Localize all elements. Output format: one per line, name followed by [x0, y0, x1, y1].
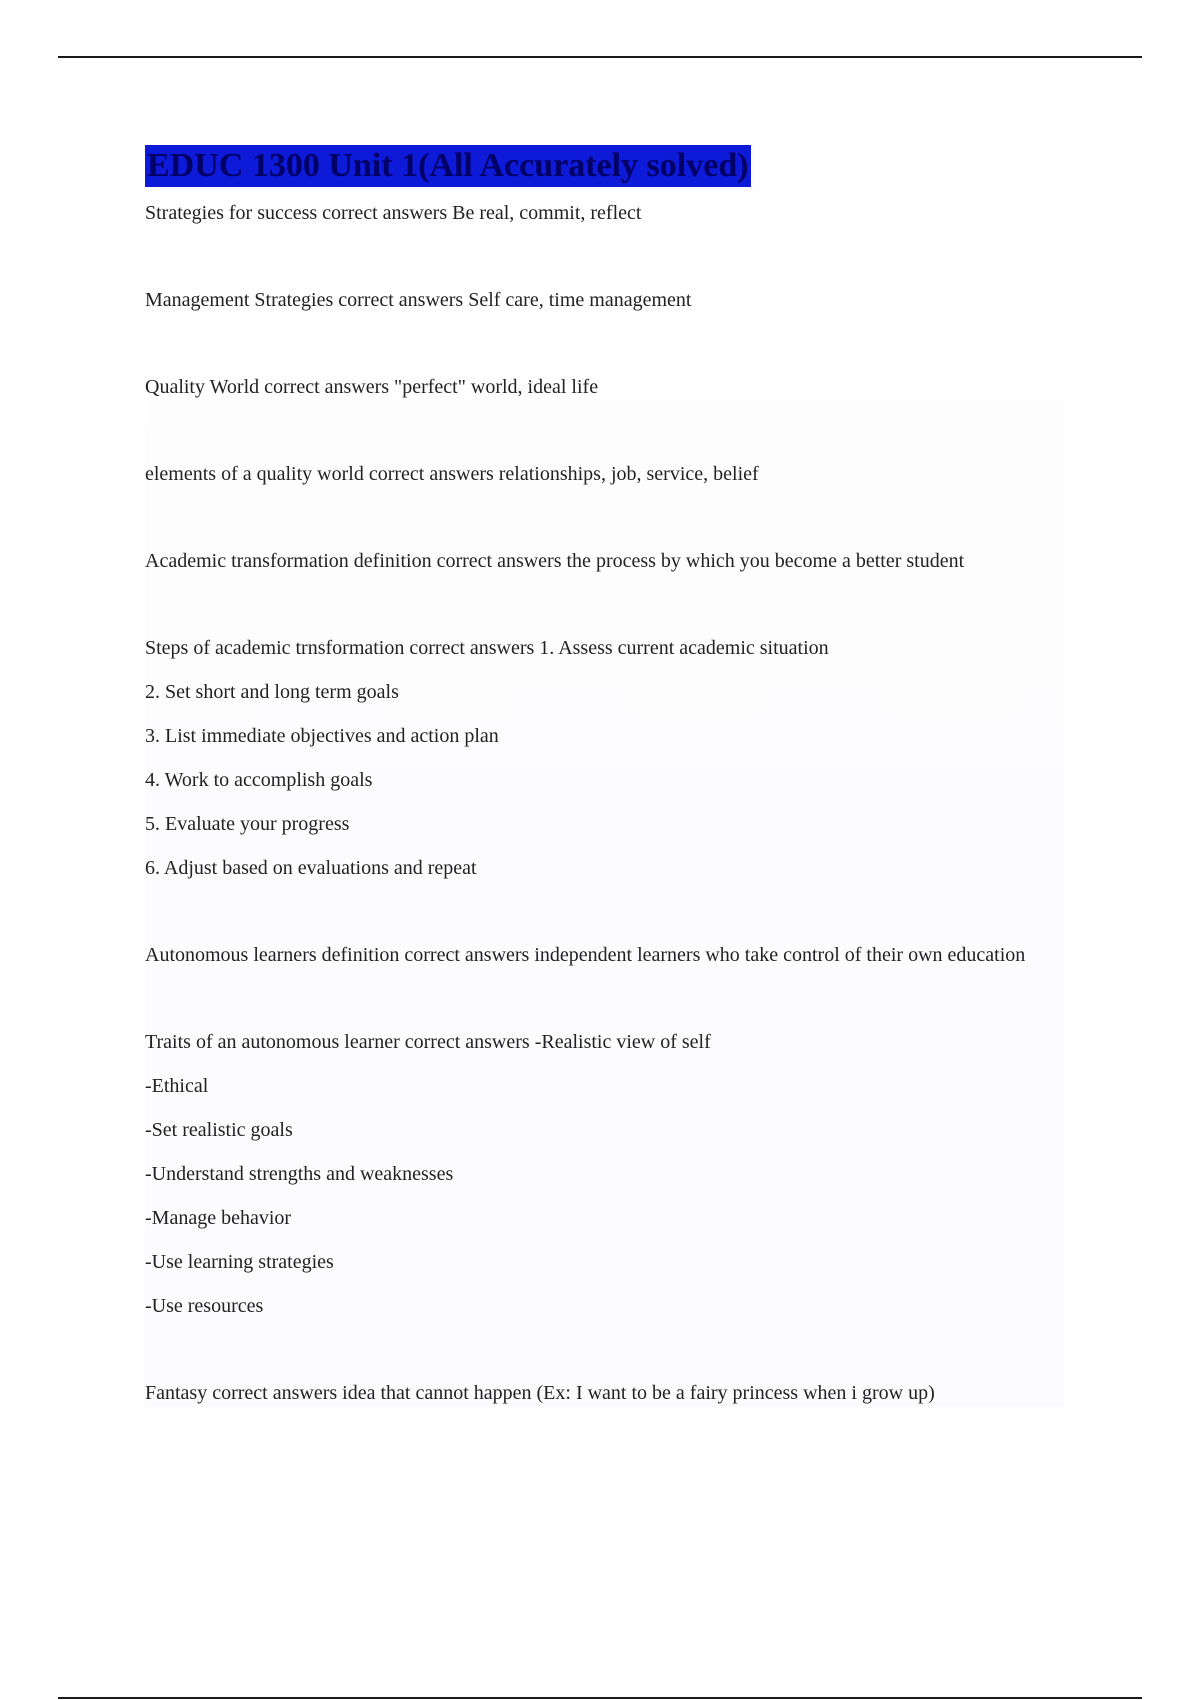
- list-item: 6. Adjust based on evaluations and repeat: [145, 857, 477, 879]
- list-item: -Manage behavior: [145, 1207, 292, 1229]
- qa-management-strategies: Management Strategies correct answers Self care, time management: [145, 289, 692, 311]
- qa-elements-of-quality-world: elements of a quality world correct answers relationships, job, service, belief: [145, 463, 759, 485]
- list-item: -Set realistic goals: [145, 1119, 293, 1141]
- list-item: -Use resources: [145, 1295, 264, 1317]
- list-item: Steps of academic trnsformation correct answers 1. Assess current academic situation: [145, 637, 829, 659]
- list-item: 3. List immediate objectives and action plan: [145, 725, 499, 747]
- document-body: [145, 145, 1065, 1407]
- list-item: -Ethical: [145, 1075, 209, 1097]
- list-item: 5. Evaluate your progress: [145, 813, 350, 835]
- qa-autonomous-learners-definition: Autonomous learners definition correct answers independent learners who take control of their own education: [145, 944, 1026, 966]
- list-item: -Understand strengths and weaknesses: [145, 1163, 454, 1185]
- qa-traits-of-autonomous-learner: [145, 1028, 1065, 1320]
- footer-rule: [58, 1697, 1142, 1699]
- document-title: EDUC 1300 Unit 1(All Accurately solved): [145, 145, 751, 187]
- list-item: 4. Work to accomplish goals: [145, 769, 373, 791]
- qa-quality-world: Quality World correct answers "perfect" world, ideal life: [145, 376, 599, 398]
- header-rule: [58, 56, 1142, 58]
- list-item: 2. Set short and long term goals: [145, 681, 399, 703]
- qa-strategies-for-success: Strategies for success correct answers Be real, commit, reflect: [145, 202, 642, 224]
- list-item: Traits of an autonomous learner correct answers -Realistic view of self: [145, 1031, 711, 1053]
- qa-academic-transformation-definition: Academic transformation definition correct answers the process by which you become a better student: [145, 550, 965, 572]
- qa-steps-of-academic-transformation: [145, 634, 1065, 882]
- list-item: -Use learning strategies: [145, 1251, 334, 1273]
- qa-fantasy: Fantasy correct answers idea that cannot happen (Ex: I want to be a fairy princess when i grow up): [145, 1382, 935, 1404]
